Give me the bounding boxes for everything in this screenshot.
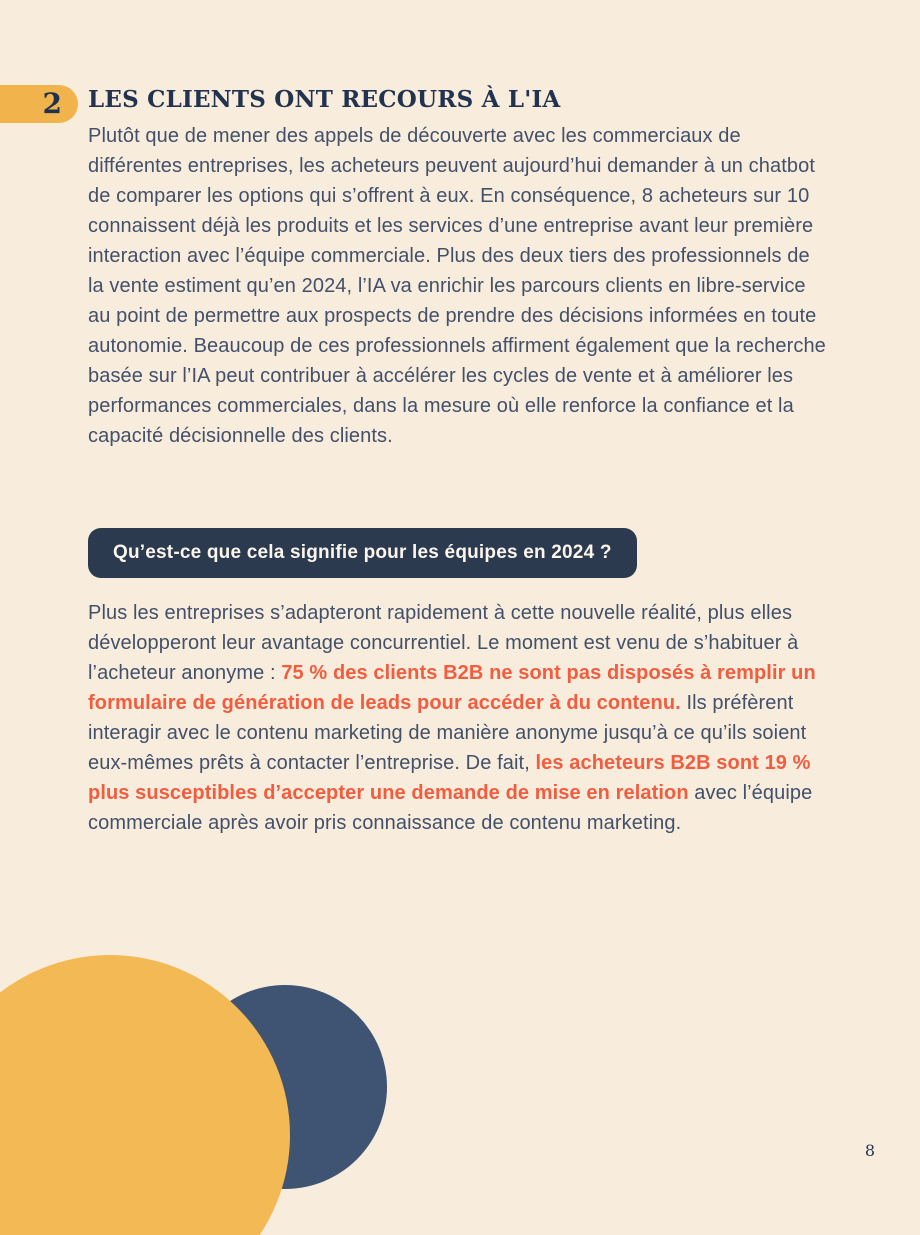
main-paragraph	[88, 598, 828, 838]
intro-paragraph: Plutôt que de mener des appels de découverte avec les commerciaux de différentes entreprises, les acheteurs peuvent aujourd’hui demander à un chatbot de comparer les options qui s’offrent à eux. En conséquence, 8 acheteurs sur 10 connaissent déjà les produits et les services d’une entreprise avant leur première interaction avec l’équipe commerciale. Plus des deux tiers des professionnels de la vente estiment qu’en 2024, l’IA va enrichir les parcours clients en libre-service au point de permettre aux prospects de prendre des décisions informées en toute autonomie. Beaucoup de ces professionnels affirment également que la recherche basée sur l’IA peut contribuer à accélérer les cycles de vente et à améliorer les performances commerciales, dans la mesure où elle renforce la confiance et la capacité décisionnelle des clients.	[88, 125, 826, 447]
section-number-badge: 2	[0, 85, 78, 123]
stat-highlight-75-percent: 75 % des clients B2B ne sont pas disposés à remplir un formulaire de génération de leads pour accéder à du contenu.	[88, 662, 816, 714]
stat-highlight-19-percent: les acheteurs B2B sont 19 % plus susceptibles d’accepter une demande de mise en relation	[88, 752, 811, 804]
callout-banner: Qu’est-ce que cela signifie pour les équipes en 2024 ?	[88, 528, 637, 578]
main-paragraph-text: Ils préfèrent interagir avec le contenu marketing de manière anonyme jusqu’à ce qu’ils soient eux-mêmes prêts à contacter l’entreprise. De fait,	[88, 692, 807, 774]
main-paragraph-text: Plus les entreprises s’adapteront rapidement à cette nouvelle réalité, plus elles développeront leur avantage concurrentiel. Le moment est venu de s’habituer à l’acheteur anonyme :	[88, 602, 799, 684]
main-paragraph-text: avec l’équipe commerciale après avoir pris connaissance de contenu marketing.	[88, 782, 813, 834]
page-number: 8	[864, 1141, 876, 1160]
section-title: LES CLIENTS ONT RECOURS À L'IA	[88, 86, 561, 113]
